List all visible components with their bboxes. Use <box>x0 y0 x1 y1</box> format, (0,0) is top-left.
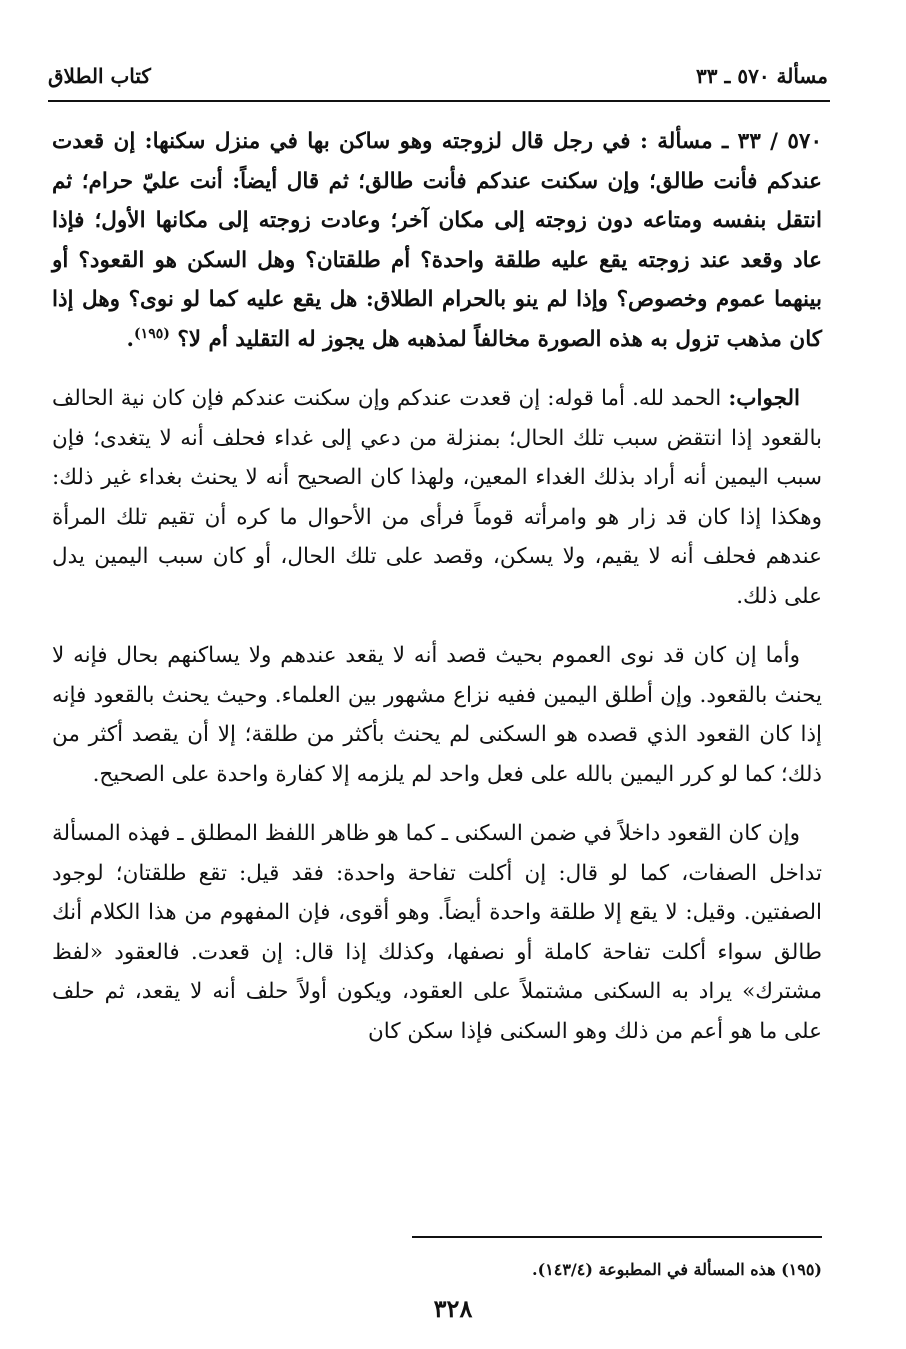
answer-paragraph-2 <box>52 636 822 794</box>
answer-text-3: وإن كان القعود داخلاً في ضمن السكنى ـ كما هو ظاهر اللفظ المطلق ـ فهذه المسألة تداخل الصفات، كما لو قال: إن أكلت تفاحة واحدة: فقد قيل: تقع طلقتان؛ لوجود الصفتين. وقيل: لا يقع إلا طلقة واحدة أيضاً. وهو أقوى، فإن المفهوم من هذا الكلام أنك طالق سواء أكلت تفاحة كاملة أو نصفها، وكذلك إذا قال: إن قعدت. فالعقود «لفظ مشترك» يراد به السكنى مشتملاً على العقود، ويكون أولاً حلف أنه لا يقعد، ثم حلف على ما هو أعم من ذلك وهو السكنى فإذا سكن كان <box>52 821 822 1044</box>
footnote-rule <box>412 1236 822 1238</box>
answer-paragraph-3 <box>52 814 822 1051</box>
question-paragraph: ٥٧٠ / ٣٣ ـ مسألة : في رجل قال لزوجته وهو ساكن بها في منزل سكنها: إن قعدت عندكم فأنت طالق؛ وإن سكنت عندكم فأنت طالق؛ ثم قال أيضاً: أنت عليّ حرام؛ ثم انتقل بنفسه ومتاعه دون زوجته إلى مكان آخر؛ وعادت زوجته إلى مكانها الأول؛ فإذا عاد وقعد عند زوجته يقع عليه طلقة واحدة؟ أم طلقتان؟ وهل السكن هو القعود؟ أو بينهما عموم وخصوص؟ وإذا لم ينو بالحرام الطلاق: هل يقع عليه كما لو نوى؟ وهل إذا كان مذهب تزول به هذه الصورة مخالفاً لمذهبه هل يجوز له التقليد أم لا؟ $^{(١٩٥)}$. <box>52 129 822 352</box>
answer-paragraph-1 <box>52 379 822 616</box>
answer-text-1: الحمد لله. أما قوله: إن قعدت عندكم وإن سكنت عندكم فإن كان نية الحالف بالقعود إذا انتقض سبب تلك الحال؛ بمنزلة من دعي إلى غداء فحلف أنه لا يتغدى؛ فإن سبب اليمين أنه أراد بذلك الغداء المعين، ولهذا كان الصحيح أنه لا يحنث بغداء غير ذلك: وهكذا إذا كان قد زار هو وامرأته قوماً فرأى من الأحوال ما كره أن تقيم تلك المرأة عندهم فحلف أنه لا يقيم، ولا يسكن، وقصد على تلك الحال، أو كان سبب اليمين يدل على ذلك. <box>52 386 822 609</box>
answer-text-2: وأما إن كان قد نوى العموم بحيث قصد أنه لا يقعد عندهم ولا يساكنهم بحال فإنه لا يحنث بالقعود. وإن أطلق اليمين ففيه نزاع مشهور بين العلماء. وحيث يحنث بالقعود فإنه إذا كان القعود الذي قصده هو السكنى لم يحنث بأكثر من طلقة؛ إلا أن يقصد أكثر من ذلك؛ كما لو كرر اليمين بالله على فعل واحد لم يلزمه إلا كفارة واحدة على الصحيح. <box>52 643 822 787</box>
header-rule <box>48 100 830 102</box>
running-header <box>48 58 828 98</box>
footnote-reference: (١٩٥) <box>134 325 170 342</box>
main-text <box>52 122 822 1071</box>
footnote: (١٩٥) هذه المسألة في المطبوعة (١٤٣/٤). <box>532 1260 822 1279</box>
question-text: في رجل قال لزوجته وهو ساكن بها في منزل سكنها: إن قعدت عندكم فأنت طالق؛ وإن سكنت عندكم فأنت طالق؛ ثم قال أيضاً: أنت عليّ حرام؛ ثم انتقل بنفسه ومتاعه دون زوجته إلى مكان آخر؛ وعادت زوجته إلى مكانها الأول؛ فإذا عاد وقعد عند زوجته يقع عليه طلقة واحدة؟ أم طلقتان؟ وهل السكن هو القعود؟ أو بينهما عموم وخصوص؟ وإذا لم ينو بالحرام الطلاق: هل يقع عليه كما لو نوى؟ وهل إذا كان مذهب تزول به هذه الصورة مخالفاً لمذهبه هل يجوز له التقليد أم لا؟ <box>52 129 822 352</box>
header-book-title: كتاب الطلاق <box>48 64 151 88</box>
header-issue-number: مسألة ٥٧٠ ـ ٣٣ <box>696 64 828 88</box>
answer-lead: الجواب: <box>728 386 800 411</box>
question-number: ٥٧٠ / ٣٣ ـ مسألة : <box>639 129 822 154</box>
page-number: ٣٢٨ <box>433 1294 473 1323</box>
